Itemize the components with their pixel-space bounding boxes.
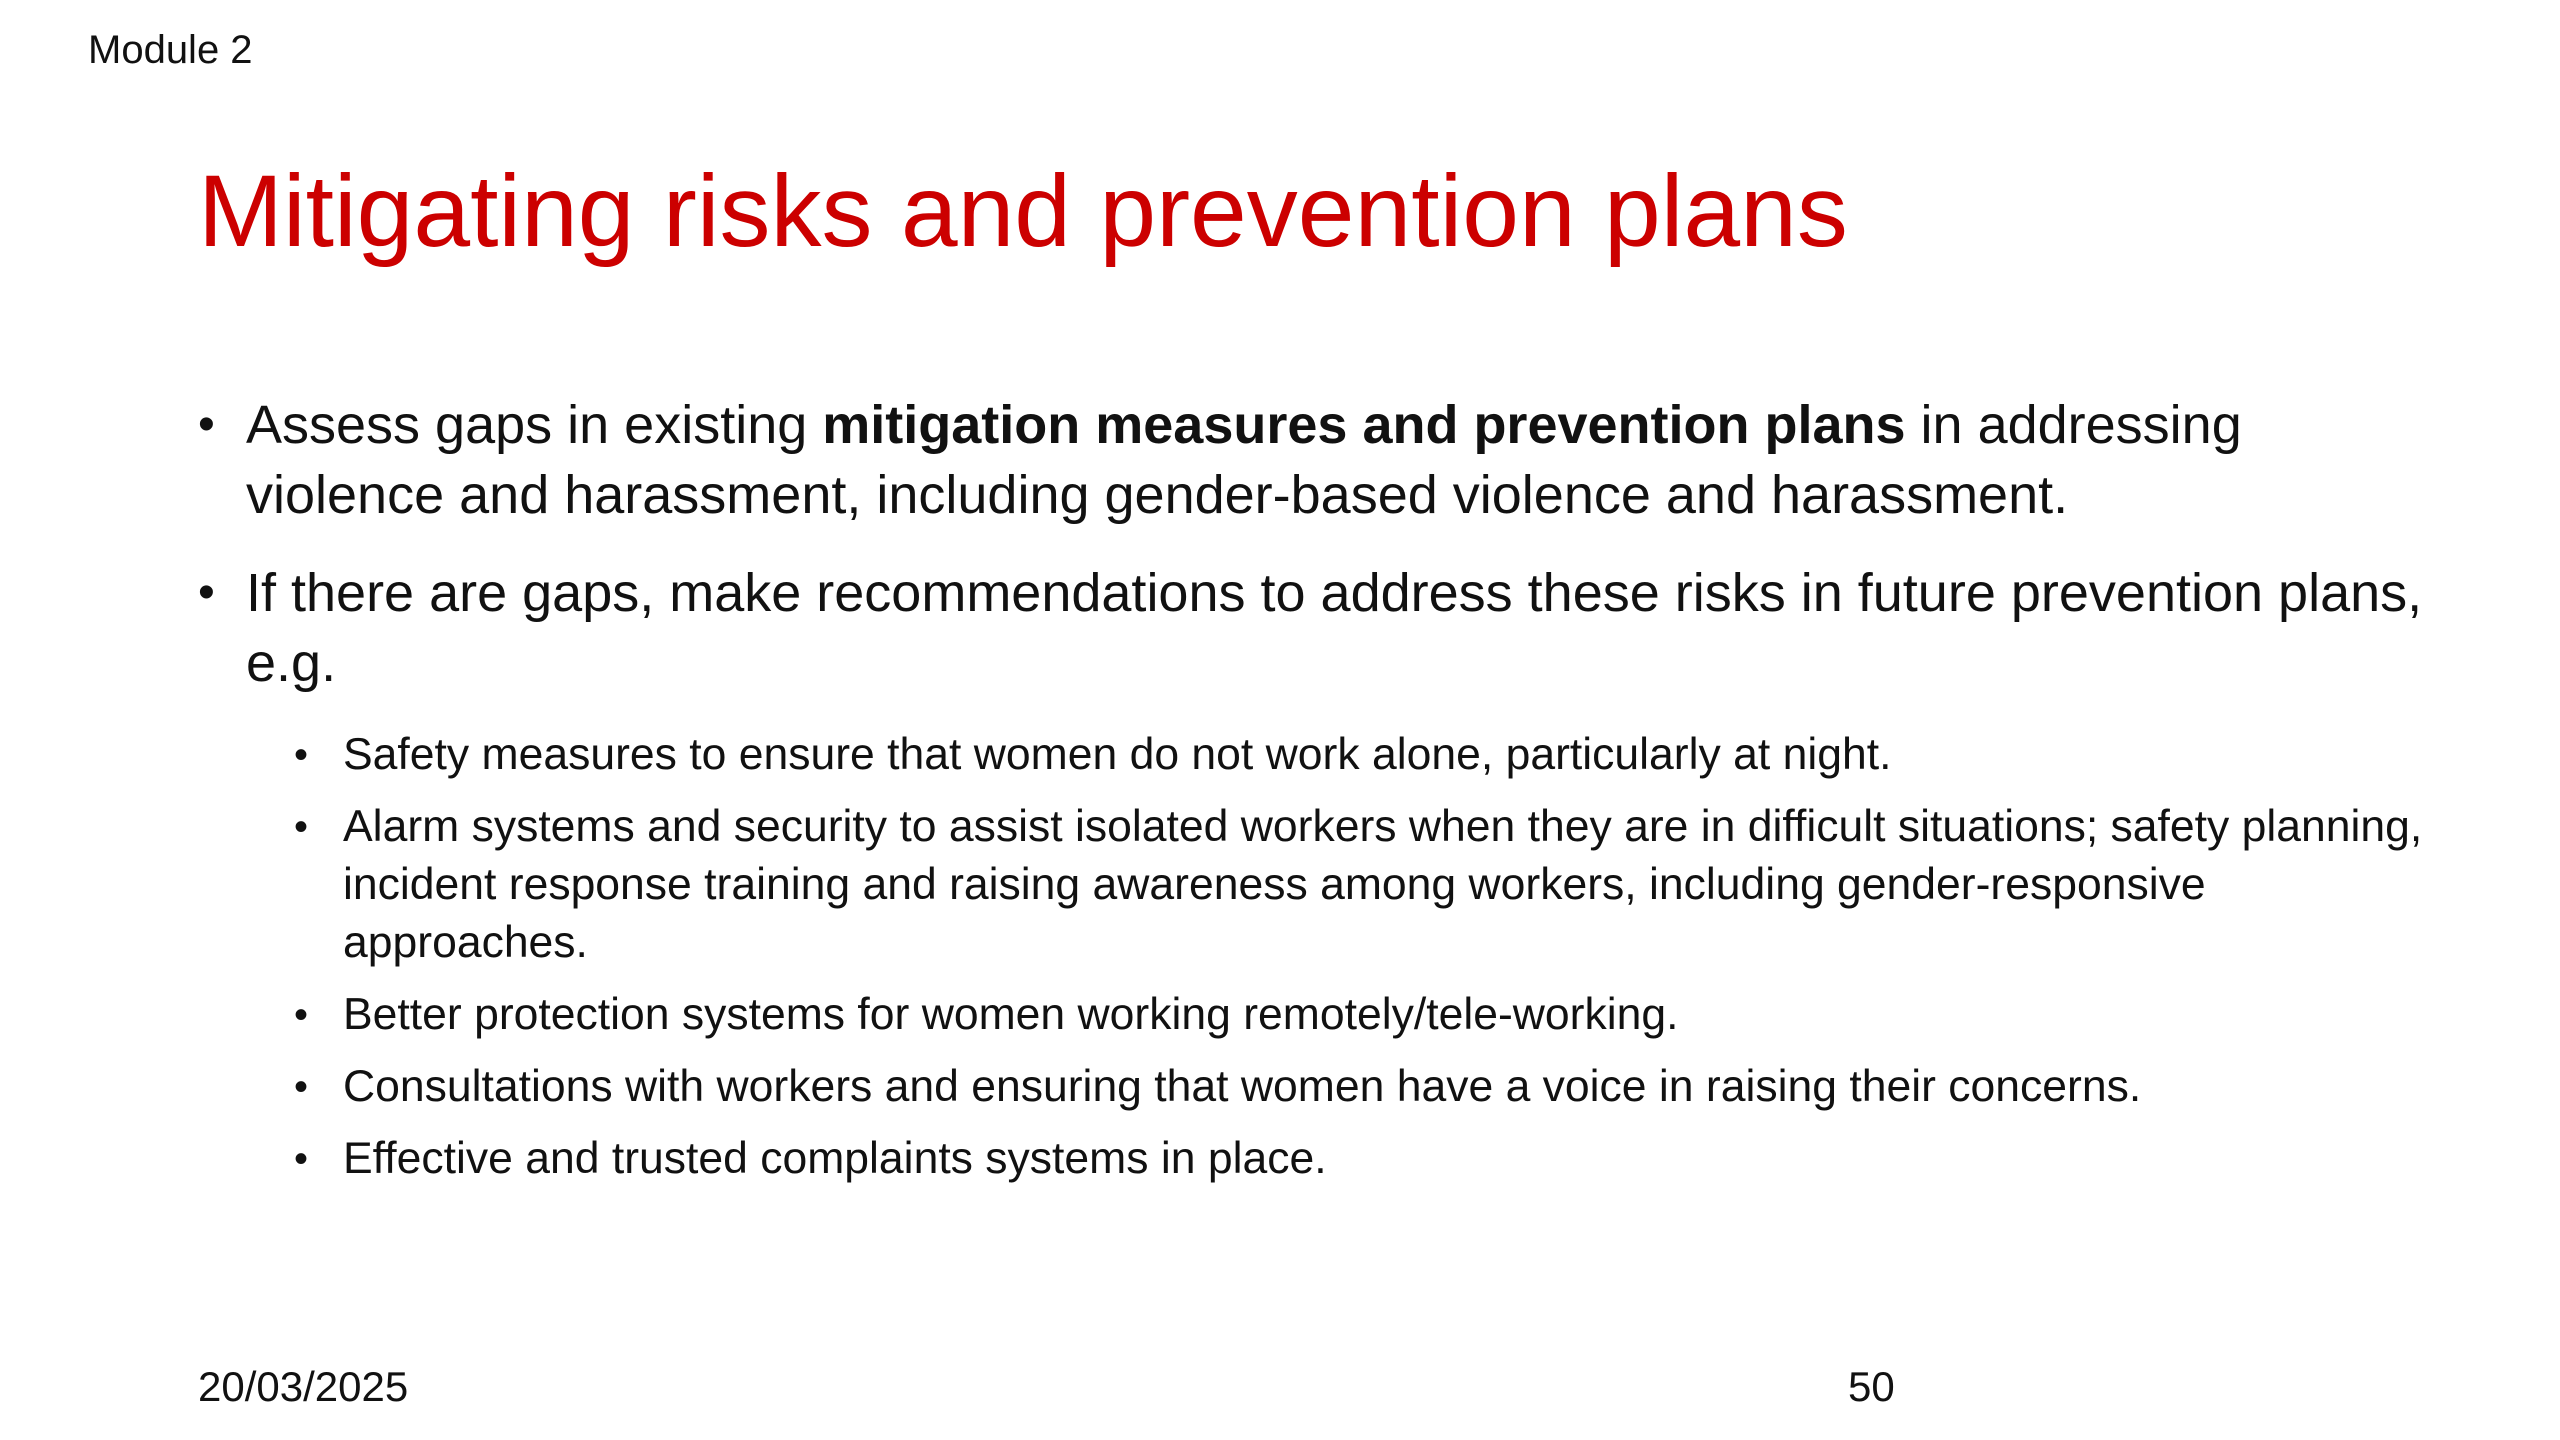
footer-date: 20/03/2025 [198, 1363, 409, 1410]
bullet-item [198, 390, 2438, 530]
bullet-text: in addressing violence and harassment, including gender-based violence and harassment. [246, 395, 2242, 525]
sub-list [198, 726, 2438, 1188]
bullet-bold-text: mitigation measures and prevention plans [822, 395, 1906, 455]
bullet-dot-icon: • [294, 993, 309, 1037]
bullet-text: If there are gaps, make recommendations to address these risks in future prevention plans, e.g. [246, 563, 2423, 693]
bullet-dot-icon: • [294, 1065, 309, 1109]
sub-bullet-text: Better protection systems for women working remotely/tele-working. [343, 990, 1679, 1039]
sub-bullet-item [294, 986, 2438, 1044]
sub-bullet-text: Alarm systems and security to assist isolated workers when they are in difficult situations; safety planning, incident response training and raising awareness among workers, including gender-responsive approaches. [343, 802, 2423, 967]
sub-bullet-item [294, 726, 2438, 784]
sub-bullet-item [294, 798, 2438, 972]
sub-bullet-item [294, 1130, 2438, 1188]
bullet-dot-icon: • [294, 805, 309, 849]
bullet-dot-icon: • [198, 398, 215, 451]
footer-page-number: 50 [1848, 1363, 1895, 1410]
bullet-item [198, 558, 2438, 698]
slide-title: Mitigating risks and prevention plans [198, 154, 1848, 268]
bullet-dot-icon: • [294, 1137, 309, 1181]
bullet-dot-icon: • [198, 566, 215, 619]
sub-bullet-text: Effective and trusted complaints systems in place. [343, 1134, 1327, 1183]
sub-bullet-text: Safety measures to ensure that women do not work alone, particularly at night. [343, 730, 1892, 779]
bullet-dot-icon: • [294, 733, 309, 777]
slide-content [198, 390, 2438, 1202]
sub-bullet-text: Consultations with workers and ensuring that women have a voice in raising their concerns. [343, 1062, 2142, 1111]
module-label: Module 2 [88, 28, 253, 72]
bullet-text: Assess gaps in existing [246, 395, 823, 455]
sub-bullet-item [294, 1058, 2438, 1116]
